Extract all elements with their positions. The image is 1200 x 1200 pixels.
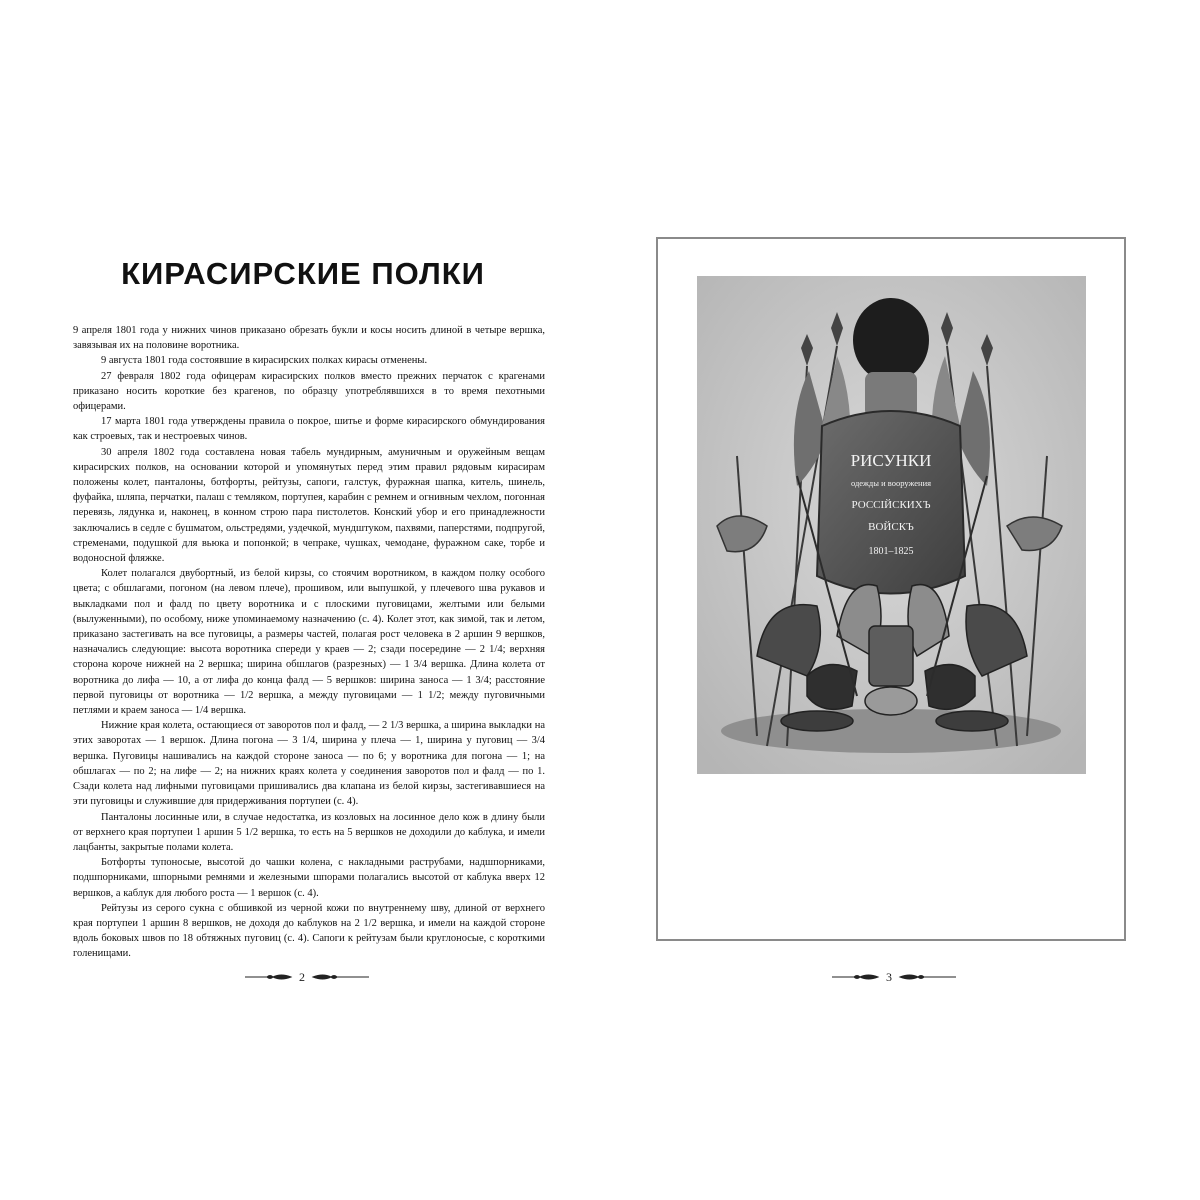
paragraph: 9 апреля 1801 года у нижних чинов приказано обрезать букли и косы носить длиной в четыре вершка, завязывая их на половине воротника. [73, 325, 545, 352]
paragraph: Ботфорты тупоносые, высотой до чашки колена, с накладными раструбами, надшпорниками, подшпорниками, шпорными ремнями и железными шпорами полагались высотой от каблука вверх 12 вершков, а каблук для любого роста — 1 вершок (с. 4). [73, 857, 545, 899]
illustration-plate [697, 276, 1086, 774]
paragraph: Рейтузы из серого сукна с обшивкой из черной кожи по внутреннему шву, длиной от верхнего края портупеи 1 аршин 8 вершков, не доходя до каблуков на 2 1/2 вершка, и имели на каждой стороне вдоль боковых швов по 18 обтяжных пуговиц (с. 4). Сапоги к рейтузам были круглоносые, с короткими голенищами. [73, 902, 545, 960]
paragraph: 27 февраля 1802 года офицерам кирасирских полков вместо прежних перчаток с крагенами приказано носить короткие без крагенов, по образцу употреблявшихся в то время пехотными офицерами. [73, 370, 545, 413]
plate-seal-line-5: 1801–1825 [868, 546, 914, 557]
paragraph: 30 апреля 1802 года составлена новая табель мундирным, амуничным и оружейным вещам кирасирских полков, на основании которой и упомянутых перед этим правил рядовым кирасирам положены колет, панталоны, ботфорты, рейтузы, сапоги, галстук, фуражная шапка, китель, шинель, фуфайка, шляпа, перчатки, палаш с темляком, портупея, карабин с ремнем и огнивным чехлом, погонная перевязь, лядунка и, наконец, в конном строю пара пистолетов. Конский убор и его принадлежности заключались в седле с бушматом, ольстредями, уздечкой, мундштуком, пахвями, паперстями, подпругой, стременами, подушкой для вьюка и попонкой; в чепраке, чушках, чемодане, фуражном саке, торбе и водоносной фляжке. [73, 446, 545, 565]
paragraph: Нижние края колета, остающиеся от заворотов пол и фалд, — 2 1/3 вершка, а ширина выкладки на этих заворотах — 1 вершок. Длина погона — 3 1/4, ширина у плеча — 1, ширина у пуговиц — 3/4 вершка. Пуговицы нашивались на каждой стороне заноса — по 6; у воротника для погона — 1; на обшлагах — по 2; на лифе — 2; на нижних краях колета у соединения заворотов пол и фалд — по 1. Сзади колета над лифными пуговицами пришивались два клапана из белой кирзы, застегивавшиеся на эти пуговицы и служившие для придерживания портупеи (с. 4). [73, 720, 545, 808]
chapter-title: КИРАСИРСКИЕ ПОЛКИ [121, 256, 485, 291]
paragraph: Колет полагался двубортный, из белой кирзы, со стоячим воротником, в каждом полку особого цвета; с обшлагами, погоном (на левом плече), прошивом, или выпушкой, у плечевого шва рукавов и выкладками пол и фалд по цвету воротника и с плоскими пуговицами, желтыми или белыми (вылуженными), по особому, ниже упоминаемому назначению (с. 4). Колет этот, как зимой, так и летом, приказано застегивать на все пуговицы, а размеры частей, полагая рост человека в 2 аршин 9 вершков, назначались следующие: высота воротника спереди у краев — 2; сзади посередине — 2 1/4; верхняя сторона короче нижней на 2 вершка; ширина обшлагов (разрезных) — 1 3/4 вершка. Длина колета от воротника до лифа — 10, а от лифа до конца фалд — 5 вершков: ширина заноса — 1 3/4; расстояние первой пуговицы от воротника — 1/2 вершка, а между пуговицами — 1 1/2; между пуговичными петлями и краем заноса — 1/4 вершка. [73, 568, 545, 717]
military-trophy-illustration [697, 276, 1086, 774]
paragraph: Панталоны лосинные или, в случае недостатка, из козловых на лосинное дело кож в длину были от верхнего края портупеи 1 аршин 5 1/2 вершка, то есть на 5 вершков не доходили до каблука, и имели лацбанты, закрытые полами колета. [73, 811, 545, 853]
paragraph: 17 марта 1801 года утверждены правила о покрое, шитье и форме кирасирского обмундирования как строевых, так и нестроевых чинов. [73, 416, 545, 443]
plate-seal-line-2: одежды и вооружения [850, 478, 932, 488]
page-number: 3 [886, 969, 892, 984]
ornament-left-icon [245, 973, 293, 981]
page-number-left [245, 967, 369, 987]
ornament-left-icon [832, 973, 880, 981]
plate-seal-line-1: РИСУНКИ [850, 451, 932, 470]
ornament-right-icon [311, 973, 369, 981]
paragraph: 9 августа 1801 года состоявшие в кирасирских полках кирасы отменены. [101, 355, 428, 367]
body-text [73, 323, 545, 962]
plate-seal-line-4: ВОЙСКЪ [868, 521, 914, 533]
page-number-right [832, 967, 956, 987]
plate-seal-line-3: РОССІЙСКИХЪ [851, 499, 931, 511]
page-number: 2 [299, 969, 305, 984]
ornament-right-icon [898, 973, 956, 981]
